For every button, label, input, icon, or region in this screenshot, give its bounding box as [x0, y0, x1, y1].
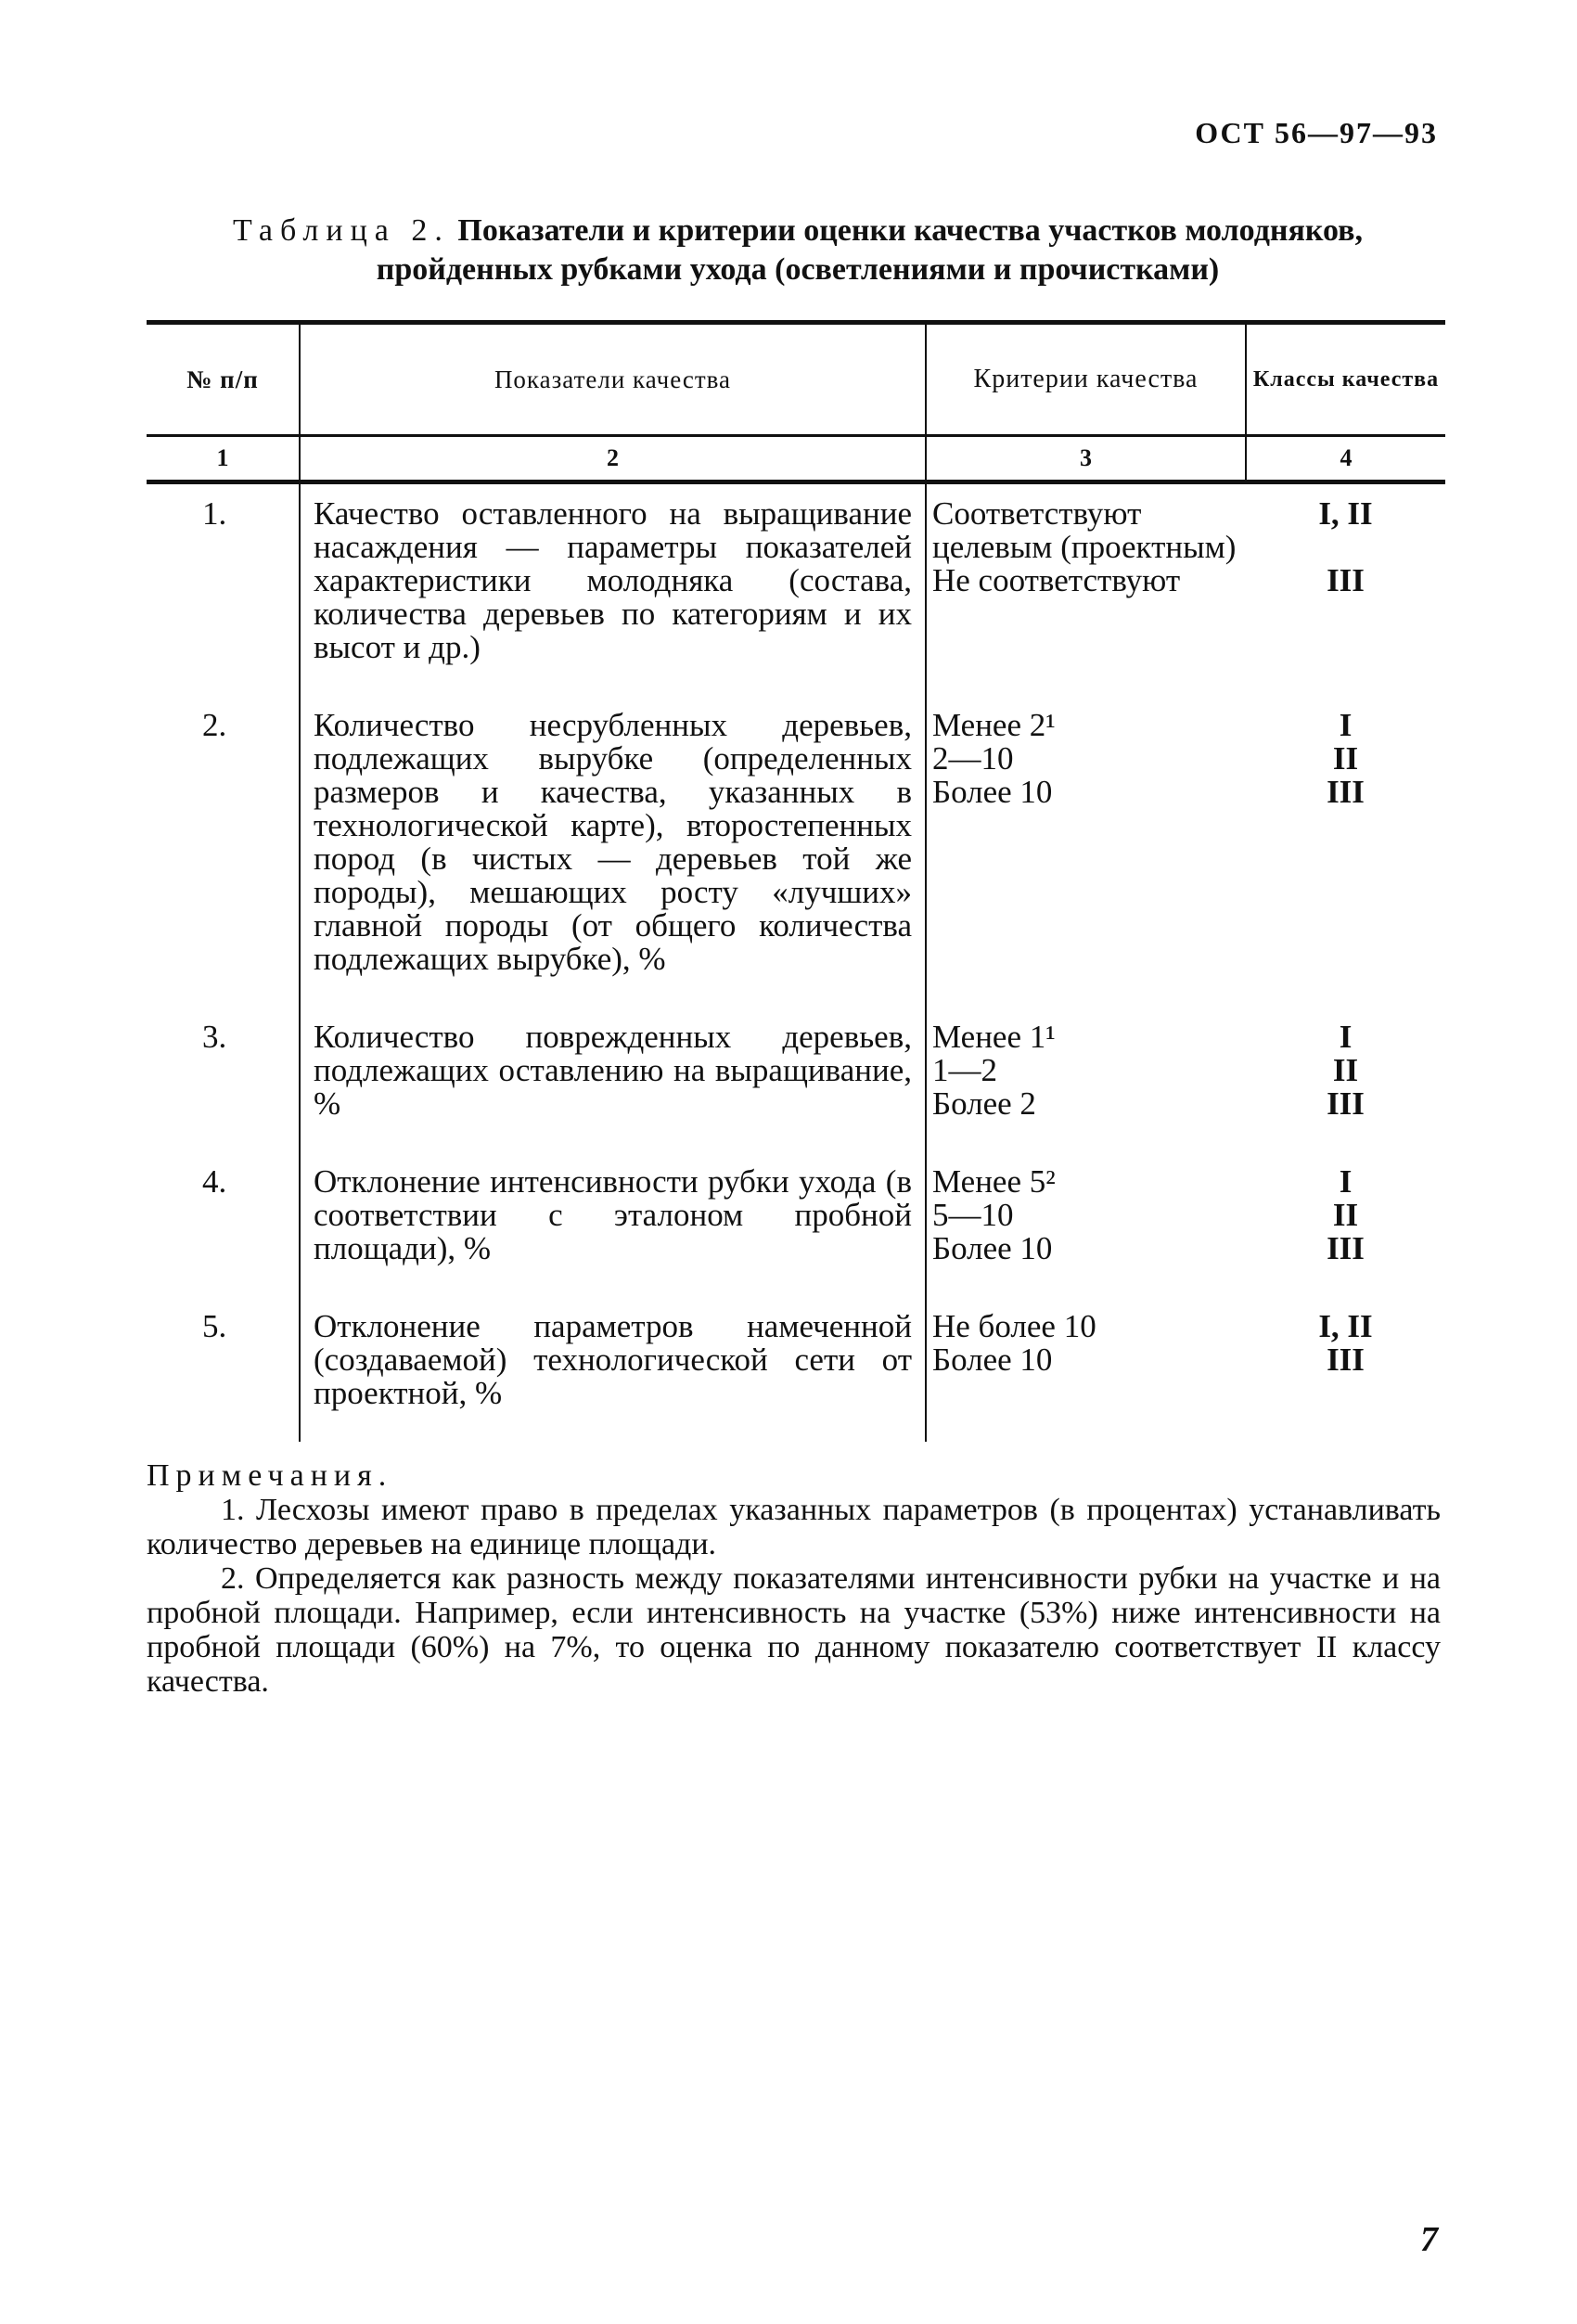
row-classes [1246, 1008, 1445, 1152]
class-item: III [1327, 1230, 1365, 1266]
table-row [147, 1008, 1445, 1152]
caption-title-line1: Показатели и критерии оценки качества участков молодняков, [457, 213, 1364, 248]
class-item: III [1327, 1342, 1365, 1378]
col-number: 4 [1246, 436, 1445, 482]
table-row [147, 482, 1445, 697]
criteria-item: 1—2 [932, 1052, 997, 1088]
table-caption [148, 212, 1447, 289]
class-item: I [1339, 707, 1353, 743]
col-number: 2 [300, 436, 926, 482]
class-item: II [1332, 1197, 1359, 1233]
class-item: III [1327, 774, 1365, 810]
class-item: III [1327, 1085, 1365, 1122]
criteria-item: Не соответствуют [932, 562, 1181, 598]
criteria-item: Более 10 [932, 774, 1053, 810]
class-item: I, II [1318, 1308, 1373, 1344]
class-item: II [1332, 740, 1359, 777]
row-criteria [926, 1297, 1246, 1442]
row-indicator: Отклонение интенсивности рубки ухода (в соответствии с эталоном пробной площади), % [300, 1152, 926, 1297]
table-row [147, 1152, 1445, 1297]
caption-label: Таблица 2. [232, 213, 450, 248]
row-number: 4. [202, 1163, 227, 1200]
header-classes [1246, 323, 1445, 436]
header-classes-text: Классы качества [1252, 367, 1440, 392]
class-item: I, II [1318, 495, 1373, 532]
quality-criteria-table [147, 320, 1445, 1442]
table-row [147, 696, 1445, 1008]
row-criteria [926, 482, 1246, 697]
row-criteria [926, 696, 1246, 1008]
notes-title: Примечания. [147, 1458, 393, 1493]
criteria-item: Более 2 [932, 1085, 1036, 1122]
row-classes [1246, 482, 1445, 697]
class-item: II [1332, 1052, 1359, 1088]
row-number: 1. [202, 495, 227, 532]
criteria-item: 5—10 [932, 1197, 1014, 1233]
header-num: № п/п [147, 323, 300, 436]
col-number: 1 [147, 436, 300, 482]
row-indicator: Качество оставленного на выращивание насаждения — параметры показателей характеристики молодняка (состава, количества деревьев по категориям и их высот и др.) [300, 482, 926, 697]
row-classes [1246, 1297, 1445, 1442]
table-row [147, 1297, 1445, 1442]
note-item: 2. Определяется как разность между показателями интенсивности рубки на участке и на пробной площади. Например, если интенсивность на участке (53%) ниже интенсивности на пробной площади (60%) на 7%, то оценка по данному показателю соответствует II классу качества. [147, 1561, 1441, 1699]
col-number: 3 [926, 436, 1246, 482]
criteria-item: Менее 2¹ [932, 707, 1056, 743]
criteria-item: Менее 5² [932, 1163, 1056, 1200]
header-indicator: Показатели качества [300, 323, 926, 436]
notes-section [147, 1458, 1441, 1699]
row-indicator: Количество поврежденных деревьев, подлежащих оставлению на выращивание, % [300, 1008, 926, 1152]
criteria-item: Не более 10 [932, 1308, 1096, 1344]
row-criteria [926, 1008, 1246, 1152]
criteria-item: Соответствуют целевым (проектным) [932, 495, 1237, 565]
criteria-item: 2—10 [932, 740, 1014, 777]
class-item: I [1339, 1163, 1353, 1200]
class-item: III [1327, 562, 1365, 598]
row-number: 5. [202, 1308, 227, 1344]
column-number-row [147, 436, 1445, 482]
header-criteria: Критерии качества [926, 323, 1246, 436]
table-header-row [147, 323, 1445, 436]
criteria-item: Более 10 [932, 1230, 1053, 1266]
row-indicator: Отклонение параметров намеченной (создаваемой) технологической сети от проектной, % [300, 1297, 926, 1442]
row-number: 2. [202, 707, 227, 743]
row-classes [1246, 1152, 1445, 1297]
row-indicator: Количество несрубленных деревьев, подлежащих вырубке (определенных размеров и качества, указанных в технологической карте), второстепенных пород (в чистых — деревьев той же породы), мешающих росту «лучших» главной породы (от общего количества подлежащих вырубке), % [300, 696, 926, 1008]
note-item: 1. Лесхозы имеют право в пределах указанных параметров (в процентах) устанавливать количество деревьев на единице площади. [147, 1493, 1441, 1561]
row-classes [1246, 696, 1445, 1008]
caption-title-line2: пройденных рубками ухода (осветлениями и прочистками) [376, 252, 1220, 287]
page-number: 7 [1420, 2220, 1438, 2259]
criteria-item: Более 10 [932, 1342, 1053, 1378]
row-number: 3. [202, 1019, 227, 1055]
criteria-item: Менее 1¹ [932, 1019, 1056, 1055]
class-item: I [1339, 1019, 1353, 1055]
document-code: ОСТ 56—97—93 [1195, 116, 1438, 149]
row-criteria [926, 1152, 1246, 1297]
